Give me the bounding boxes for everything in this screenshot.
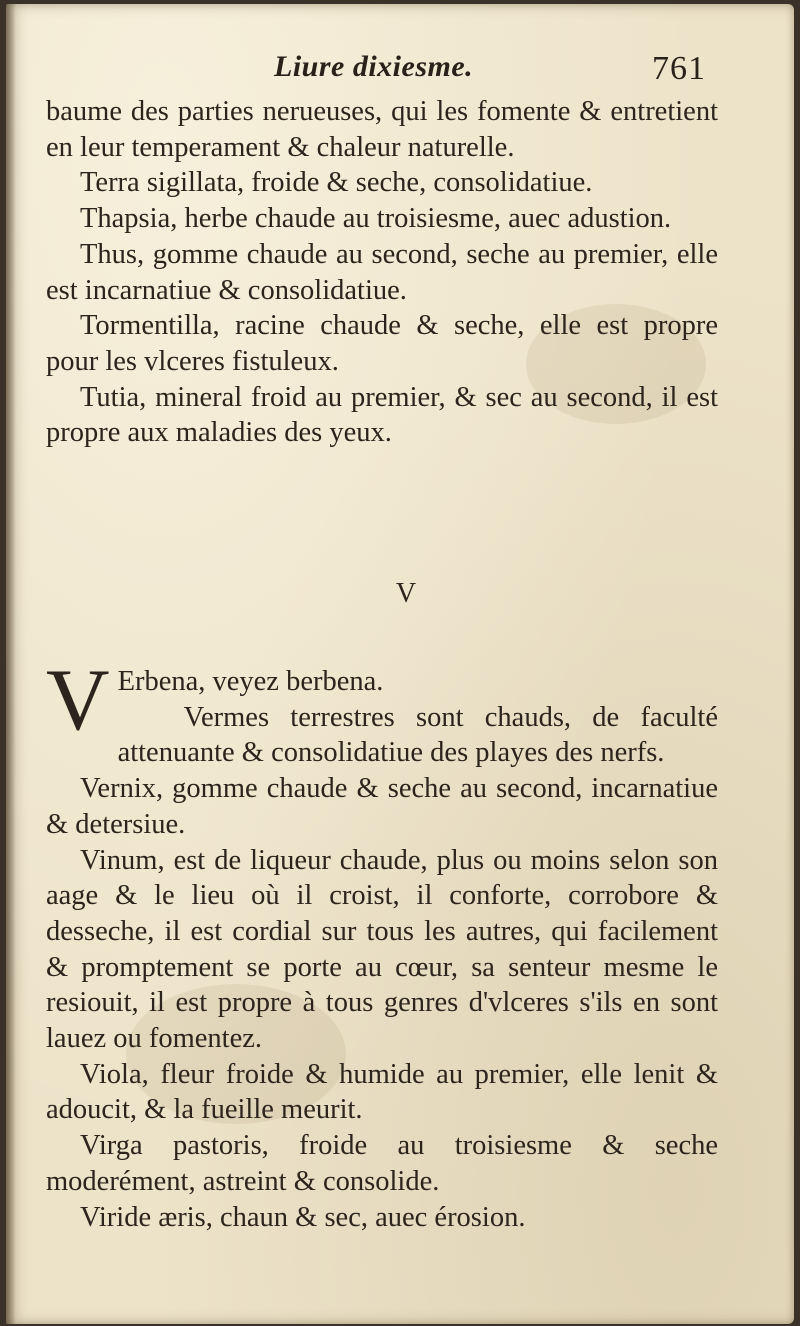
page-gutter xyxy=(6,4,16,1324)
entry-paragraph: Viride æris, chaun & sec, auec érosion. xyxy=(80,1201,526,1233)
page-number: 761 xyxy=(652,50,706,87)
entry-paragraph: Vermes terrestres sont chauds, de faculté attenuante & consolidatiue des playes des nerfs. xyxy=(117,701,718,769)
entry-paragraph: Tormentilla, racine chaude & seche, elle est propre pour les vlceres fistuleux. xyxy=(46,310,718,377)
entry-paragraph: Vernix, gomme chaude & seche au second, incarnatiue & detersiue. xyxy=(46,773,718,840)
entry-paragraph: Thapsia, herbe chaude au troisiesme, auec adustion. xyxy=(80,203,672,235)
section-heading: V xyxy=(395,578,417,609)
entries-t-block xyxy=(46,94,718,451)
book-page xyxy=(6,4,794,1324)
drop-cap: V xyxy=(46,652,110,749)
entry-paragraph: baume des parties nerueuses, qui les fomente & entretient en leur temperament & chaleur naturelle. xyxy=(46,96,718,163)
entry-paragraph: Erbena, veyez berbena. xyxy=(117,666,384,697)
entry-paragraph: Virga pastoris, froide au troisiesme & seche moderément, astreint & consolide. xyxy=(46,1130,718,1197)
entry-paragraph: Thus, gomme chaude au second, seche au premier, elle est incarnatiue & consolidatiue. xyxy=(46,238,718,306)
entry-paragraph: Viola, fleur froide & humide au premier, elle lenit & adoucit, & la fueille meurit. xyxy=(46,1058,718,1126)
entry-paragraph: Tutia, mineral froid au premier, & sec au second, il est propre aux maladies des yeux. xyxy=(46,381,718,449)
running-title: Liure dixiesme. xyxy=(274,50,474,83)
page-header xyxy=(6,50,794,90)
entry-paragraph: Terra sigillata, froide & seche, consolidatiue. xyxy=(80,167,593,199)
entry-paragraph: Vinum, est de liqueur chaude, plus ou moins selon son aage & le lieu où il croist, il conforte, corrobore & desseche, il est cordial sur tous les autres, qui facilement & promptement se porte au cœur, sa senteur mesme le resiouit, il est propre à tous genres d'vlceres s'ils en sont lauez ou fomentez. xyxy=(46,844,718,1055)
entries-v-block xyxy=(46,652,718,1235)
